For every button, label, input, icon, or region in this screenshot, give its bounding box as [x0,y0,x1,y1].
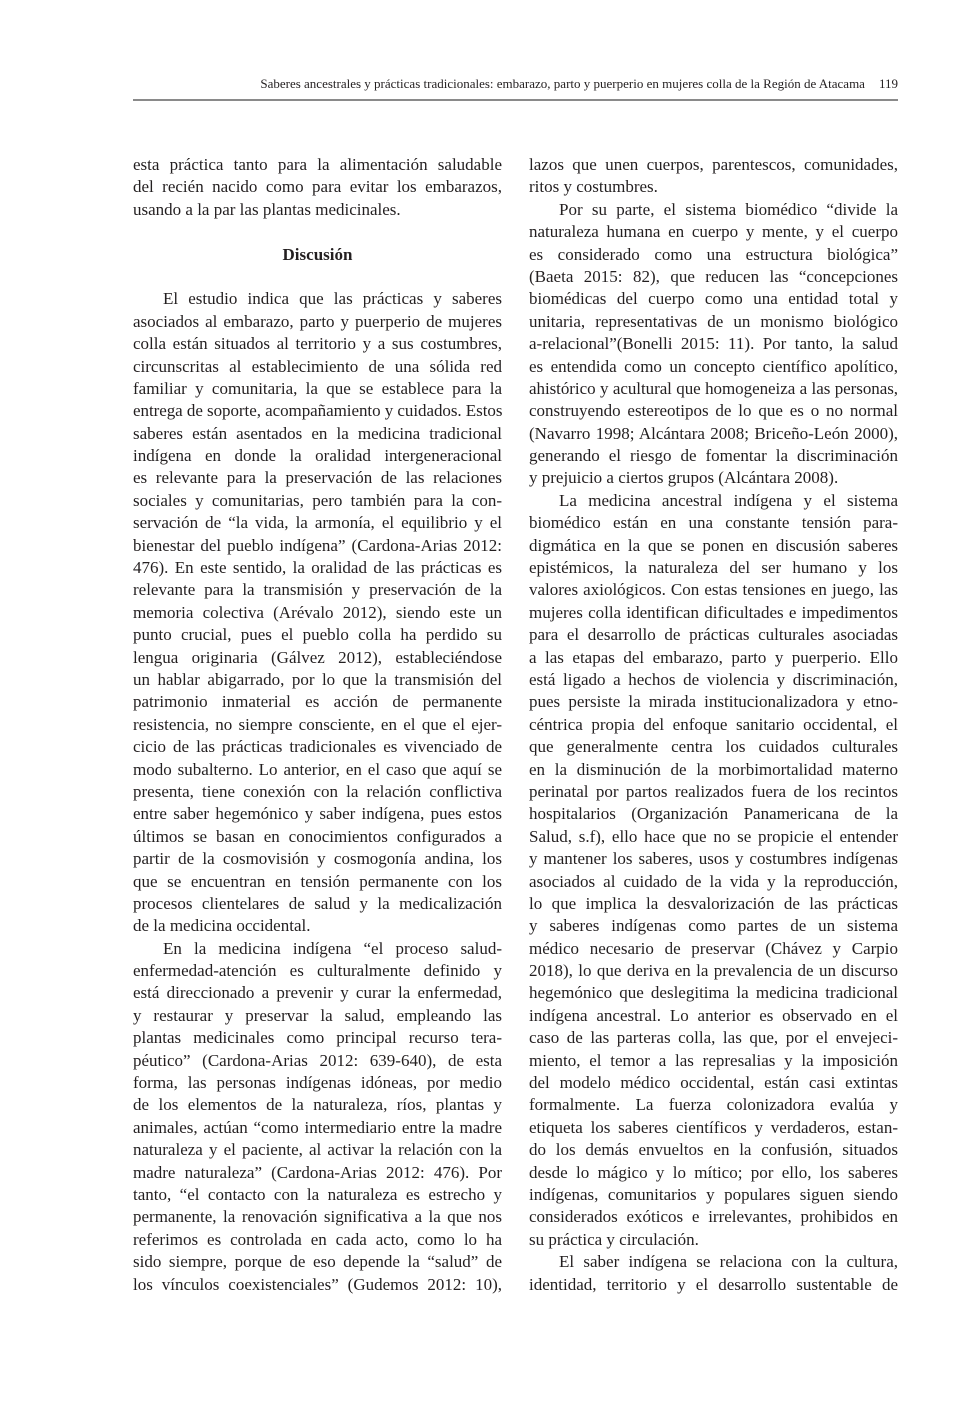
text-line: construyendo estereotipos de lo que es o no normal [529,401,898,421]
paragraph [133,154,502,221]
text-line: y prejuicio a ciertos grupos (Alcántara 2008). [529,468,839,488]
text-line: punto crucial, pues el pueblo colla ha perdido su [133,625,502,645]
text-line: asociados al embarazo, parto y puerperio de mujeres [133,311,502,331]
paragraph [529,154,898,199]
text-line: perinatal por partos realizados fuera de los recintos [529,781,898,801]
text-line: pues persiste la mirada institucionalizadora y etno- [529,692,898,712]
text-line: sociales y comunitarias, pero también para la con- [133,490,502,510]
blank-line [133,221,502,243]
text-line: digmática en la que se ponen en discusión saberes [529,535,898,555]
text-line: partir de la cosmovisión y cosmogonía andina, los [133,849,502,869]
text-line: céntrica propia del enfoque sanitario occidental, el [529,714,898,734]
text-line: biomédicas del cuerpo como una entidad total y [529,289,898,309]
text-line: y mantener los saberes, usos y costumbres indígenas [529,849,898,869]
text-line: memoria colectiva (Arévalo 2012), siendo este un [133,602,502,622]
text-line: servación de “la vida, la armonía, el equilibrio y el [133,513,502,533]
text-line: El estudio indica que las prácticas y saberes [163,289,502,309]
text-line: indígena en donde la oralidad intergeneracional [133,446,502,466]
text-line: considerados exóticos e irrelevantes, prohibidos en [529,1207,898,1227]
text-line: Salud, s.f), ello hace que no se propicie el entender [529,826,898,846]
text-line: valores axiológicos. Con estas tensiones en juego, las [529,580,898,600]
text-line: de los elementos de la naturaleza, ríos, plantas y [133,1095,502,1115]
running-title: Saberes ancestrales y prácticas tradicionales: embarazo, parto y puerperio en mujeres colla de la Región de Atacama [260,76,865,91]
text-line: lengua originaria (Gálvez 2012), estableciéndose [133,647,502,667]
text-line: En la medicina indígena “el proceso salud- [163,938,502,958]
text-line: unitaria, representativas de un monismo biológico [529,311,898,331]
text-line: y saberes indígenas como partes de un sistema [529,916,898,936]
text-line: sido siempre, porque de eso depende la “salud” de [133,1252,502,1272]
text-line: indígenas, comunitarios y populares siguen siendo [529,1184,898,1204]
text-line: La medicina ancestral indígena y el sistema [559,490,898,510]
text-line: a las etapas del embarazo, parto y puerperio. Ello [529,647,898,667]
text-line: en la disminución de la morbimortalidad materno [529,759,898,779]
paragraph [529,199,898,490]
text-line: para el desarrollo de prácticas culturales asociadas [529,625,898,645]
text-line: es considerado como una estructura biológica” [529,244,898,264]
text-line: referimos es controlada en cada acto, como lo ha [133,1229,502,1249]
paragraph [133,288,502,937]
text-line: del modelo médico occidental, están casi extintas [529,1073,898,1093]
text-line: 476). En este sentido, la oralidad de las prácticas es [133,558,502,578]
text-line: está ligado a hechos de violencia y discriminación, [529,669,898,689]
text-line: generando el riesgo de fomentar la discriminación [529,446,898,466]
right-column [529,154,898,1296]
text-line: es entendida como un concepto científico apolítico, [529,356,898,376]
text-line: miento, el temor a las represalias y la imposición [529,1050,898,1070]
text-line: permanente, la renovación significativa a la que nos [133,1207,502,1227]
header-rule [133,99,898,101]
text-line: ahistórico y acultural que homogeneiza a las personas, [529,378,898,398]
text-line: (Navarro 1998; Alcántara 2008; Briceño-León 2000), [529,423,898,443]
blank-line [133,266,502,288]
text-line: caso de las parteras colla, las que, por el envejeci- [529,1028,898,1048]
text-line: su práctica y circulación. [529,1229,699,1249]
paragraph [529,490,898,1251]
text-line: lo que implica la desvalorización de las prácticas [529,893,898,913]
text-line: naturaleza y el paciente, al activar la relación con la [133,1140,502,1160]
text-line: hegemónico que deslegitima la medicina tradicional [529,983,898,1003]
section-heading: Discusión [282,244,353,264]
text-line: médico necesario de preservar (Chávez y Carpio [529,938,898,958]
text-line: forma, las personas indígenas idóneas, por medio [133,1073,502,1093]
text-line: péutico” (Cardona-Arias 2012: 639-640), de esta [133,1050,502,1070]
text-line: presenta, tiene conexión con la relación conflictiva [133,781,502,801]
text-line: y restaurar y preservar la salud, empleando las [133,1005,502,1025]
text-line: enfermedad-atención es culturalmente definido y [133,961,502,981]
text-line: cicio de las prácticas tradicionales es vivenciado de [133,737,502,757]
text-line: relevante para la transmisión y preservación de la [133,580,502,600]
text-line: circunscritas al establecimiento de una sólida red [133,356,502,376]
paragraph [133,938,502,1296]
text-line: los vínculos coexistenciales” (Gudemos 2012: 10), [133,1274,502,1294]
text-line: familiar y comunitaria, la que se establece para la [133,378,502,398]
text-line: identidad, territorio y el desarrollo sustentable de [529,1274,898,1294]
text-line: a-relacional”(Bonelli 2015: 11). Por tanto, la salud [529,334,898,354]
text-line: está direccionado a prevenir y curar la enfermedad, [133,983,502,1003]
paragraph [529,1251,898,1296]
text-line: 2018), lo que deriva en la prevalencia de un discurso [529,961,898,981]
text-line: entre saber hegemónico y saber indígena, pues estos [133,804,502,824]
text-line: (Baeta 2015: 82), que reducen las “concepciones [529,266,898,286]
text-line: do los demás envueltos en la confusión, situados [529,1140,898,1160]
text-line: es relevante para la preservación de las relaciones [133,468,502,488]
text-line: desde lo mágico y lo mítico; por ello, los saberes [529,1162,898,1182]
left-column [133,154,502,1296]
text-line: procesos clientelares de salud y la medicalización [133,893,502,913]
text-line: saberes están asentados en la medicina tradicional [133,423,502,443]
text-line: últimos se basan en conocimientos configurados a [133,826,502,846]
text-line: que generalmente centra los cuidados culturales [529,737,898,757]
text-line: entrega de soporte, acompañamiento y cuidados. Estos [133,401,503,421]
text-line: Por su parte, el sistema biomédico “divide la [559,199,898,219]
text-line: asociados al cuidado de la vida y la reproducción, [529,871,898,891]
text-line: tanto, “el contacto con la naturaleza es estrecho y [133,1184,502,1204]
text-line: modo subalterno. Lo anterior, en el caso que aquí se [133,759,502,779]
text-line: de la medicina occidental. [133,916,311,936]
text-line: lazos que unen cuerpos, parentescos, comunidades, [529,155,898,174]
text-line: colla están situados al territorio y a sus costumbres, [133,334,502,354]
running-header [133,76,898,94]
text-line: del recién nacido como para evitar los embarazos, [133,177,502,197]
text-line: animales, actúan “como intermediario entre la madre [133,1117,502,1137]
text-line: plantas medicinales como principal recurso tera- [133,1028,502,1048]
text-line: indígena ancestral. Lo anterior es observado en el [529,1005,898,1025]
text-line: resistencia, no siempre consciente, en el que el ejer- [133,714,502,734]
text-line: El saber indígena se relaciona con la cultura, [559,1252,898,1272]
text-line: usando a la par las plantas medicinales. [133,199,401,219]
page-number: 119 [878,76,898,91]
text-line: bienestar del pueblo indígena” (Cardona-Arias 2012: [133,535,502,555]
text-line: biomédico están en una constante tensión para- [529,513,898,533]
text-line: etiqueta los saberes científicos y verdaderos, estan- [529,1117,898,1137]
text-line: naturaleza humana en cuerpo y mente, y el cuerpo [529,222,898,242]
text-line: formalmente. La fuerza colonizadora evalúa y [529,1095,898,1115]
text-line: esta práctica tanto para la alimentación saludable [133,155,502,174]
text-line: epistémicos, la naturaleza del ser humano y los [529,558,898,578]
text-line: que se encuentran en tensión permanente con los [133,871,502,891]
text-line: madre naturaleza” (Cardona-Arias 2012: 476). Por [133,1162,502,1182]
text-line: mujeres colla identifican dificultades e impedimentos [529,602,898,622]
text-line: un hablar abigarrado, por lo que la transmisión del [133,669,502,689]
text-line: hospitalarios (Organización Panamericana de la [529,804,898,824]
text-line: patrimonio inmaterial es acción de permanente [133,692,502,712]
text-line: ritos y costumbres. [529,177,658,197]
